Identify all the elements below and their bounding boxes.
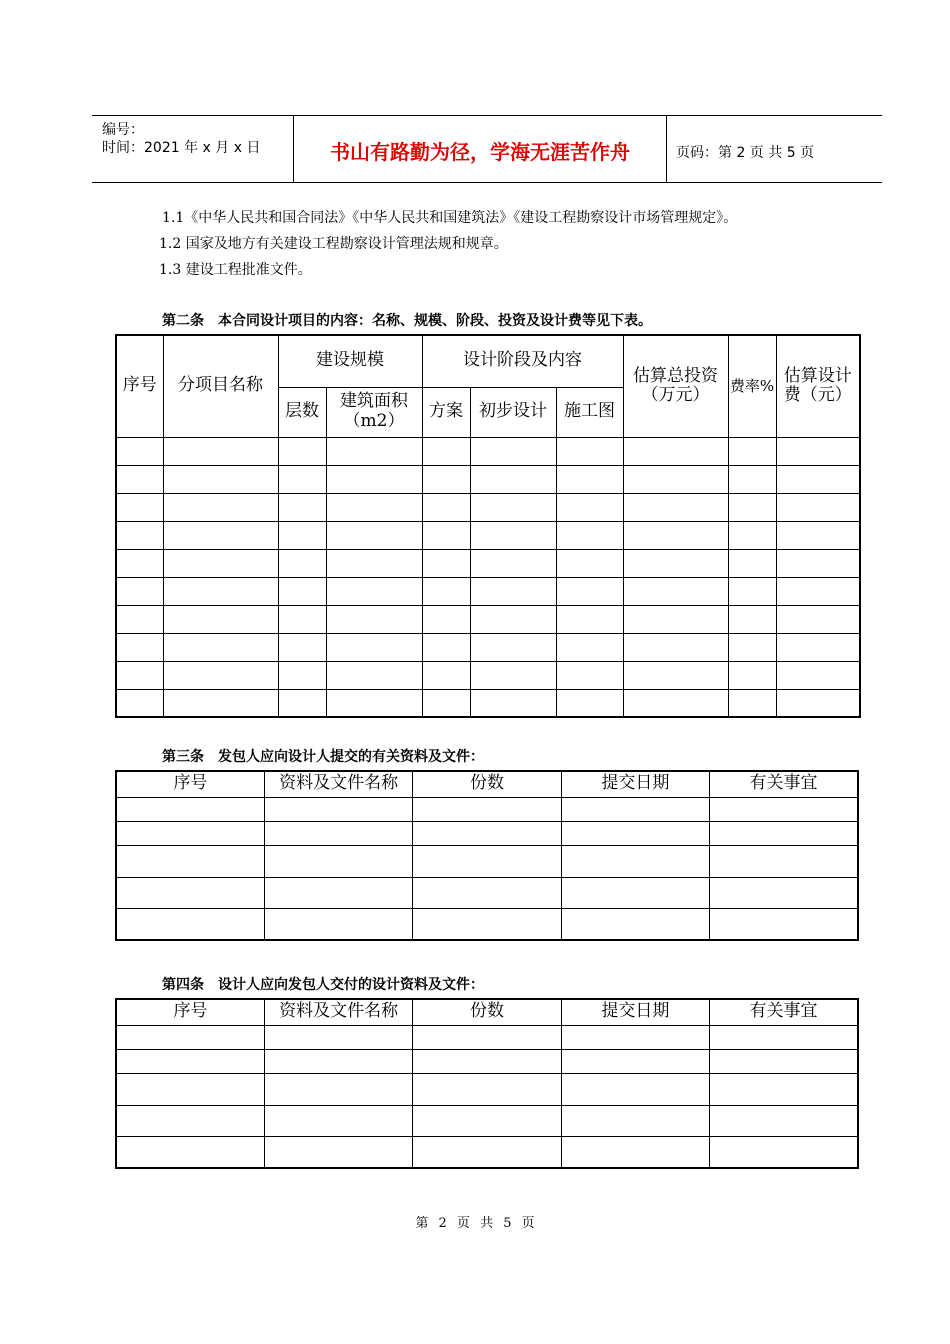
designer-deliverables-table [115,998,859,1169]
section-3-title: 第三条 发包人应向设计人提交的有关资料及文件： [162,749,484,765]
header-seq: 序号 [116,335,163,437]
header-copies: 份数 [413,771,561,797]
table-row [116,1073,858,1105]
client-documents-table [115,770,859,941]
footer-total-suffix: 页 [521,1216,535,1231]
header-floors: 层数 [278,387,326,437]
header-number-label: 编号： [102,122,144,138]
table-row [116,1136,858,1168]
table-row [116,493,860,521]
section-4-title: 第四条 设计人应向发包人交付的设计资料及文件： [162,977,484,993]
table-row [116,1049,858,1073]
header-page-label: 页码：第 2 页 共 5 页 [676,145,815,161]
table-row [116,797,858,821]
table-row [116,689,860,717]
header-doc-name: 资料及文件名称 [264,771,412,797]
header-construction: 施工图 [556,387,623,437]
header-remarks: 有关事宜 [710,999,858,1025]
header-submit-date: 提交日期 [561,999,709,1025]
clause-1-1: 1.1《中华人民共和国合同法》《中华人民共和国建筑法》《建设工程勘察设计市场管理规定》。 [162,210,738,226]
header-fee: 估算设计费（元） [776,335,860,437]
header-scale: 建设规模 [278,335,422,387]
table-row [116,549,860,577]
header-doc-name: 资料及文件名称 [264,999,412,1025]
header-stage: 设计阶段及内容 [422,335,623,387]
footer-page-mid: 页 [456,1216,470,1231]
table-row [116,465,860,493]
footer-total-pages: 5 [503,1216,512,1231]
footer-page-prefix: 第 [415,1216,429,1231]
header-area: 建筑面积（m2） [326,387,422,437]
clause-1-2: 1.2 国家及地方有关建设工程勘察设计管理法规和规章。 [159,236,508,252]
header-seq: 序号 [116,999,264,1025]
table-row [116,521,860,549]
header-bottom-rule [92,182,882,183]
table-row [116,605,860,633]
project-content-table [115,334,861,718]
table-row [116,661,860,689]
table-row [116,1025,858,1049]
header-time-label: 时间：2021 年 x 月 x 日 [102,140,261,156]
table-row [116,577,860,605]
header-top-rule [92,115,882,116]
section-2-title: 第二条 本合同设计项目的内容：名称、规模、阶段、投资及设计费等见下表。 [162,313,652,329]
header-submit-date: 提交日期 [561,771,709,797]
header-item-name: 分项目名称 [163,335,278,437]
footer-current-page: 2 [438,1216,447,1231]
header-motto: 书山有路勤为径，学海无涯苦作舟 [330,140,630,164]
footer-total-prefix: 共 [480,1216,494,1231]
table-row [116,633,860,661]
table-row [116,821,858,845]
header-remarks: 有关事宜 [710,771,858,797]
header-investment: 估算总投资（万元） [623,335,728,437]
table-row [116,908,858,940]
table-row [116,845,858,877]
table-row [116,437,860,465]
table-row [116,877,858,908]
table-row [116,1105,858,1136]
header-seq: 序号 [116,771,264,797]
clause-1-3: 1.3 建设工程批准文件。 [159,262,312,278]
header-prelim: 初步设计 [470,387,556,437]
header-copies: 份数 [413,999,561,1025]
header-rate: 费率% [728,335,776,437]
header-scheme: 方案 [422,387,470,437]
page-footer [0,1212,950,1231]
